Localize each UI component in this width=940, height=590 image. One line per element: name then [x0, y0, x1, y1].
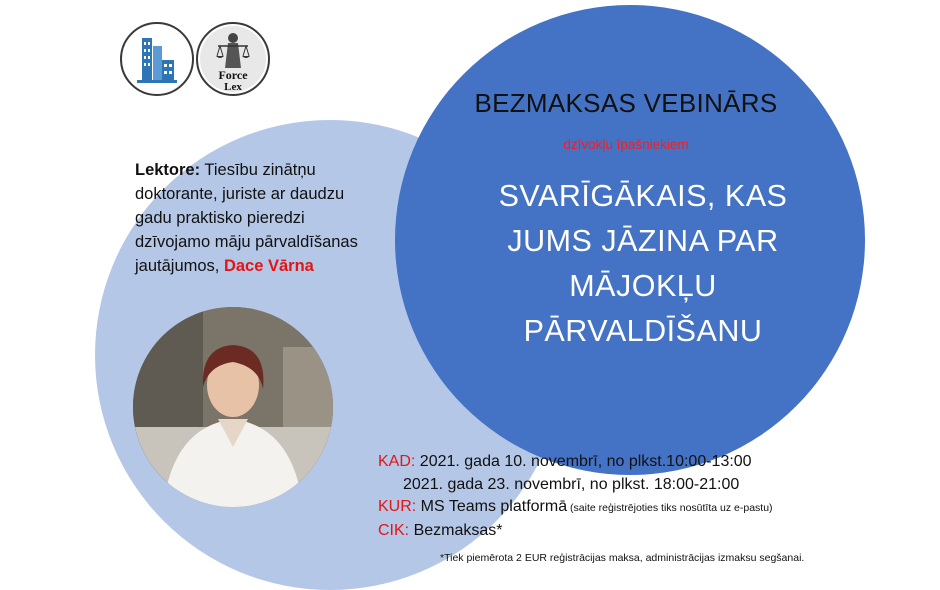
topic-line: SVARĪGĀKAIS, KAS: [498, 179, 788, 213]
where-note: (saite reģistrējoties tiks nosūtīta uz e-pastu): [567, 502, 773, 514]
webinar-topic: [448, 174, 838, 354]
where-label: KUR:: [378, 498, 417, 515]
lecturer-info: [135, 158, 375, 278]
logo-text-force: Force: [218, 68, 248, 82]
topic-line: JUMS JĀZINA PAR: [507, 224, 779, 258]
cost-value: Bezmaksas*: [409, 521, 503, 539]
building-logo: [120, 22, 194, 96]
cost-label: CIK:: [378, 521, 410, 539]
event-details: [378, 451, 838, 542]
when-date-1: 2021. gada 10. novembrī, no plkst.10:00-13:00: [415, 453, 752, 470]
logo-text-lex: Lex: [224, 81, 242, 93]
when-label: KAD:: [378, 453, 416, 470]
lecturer-name: Dace Vārna: [223, 257, 314, 275]
subheadline: dzīvokļu īpašniekiem: [563, 137, 689, 152]
headline: BEZMAKSAS VEBINĀRS: [474, 88, 778, 118]
force-lex-logo: [196, 22, 270, 96]
when-date-2: 2021. gada 23. novembrī, no plkst. 18:00-21:00: [403, 475, 740, 493]
lecturer-description: Tiesību zinātņu doktorante, juriste ar daudzu gadu praktisko pieredzi dzīvojamo māju pārvaldīšanas jautājumos,: [135, 161, 358, 275]
topic-line: MĀJOKĻU: [569, 269, 717, 303]
topic-line: PĀRVALDĪŠANU: [523, 314, 763, 348]
where-value: MS Teams platformā: [416, 498, 568, 515]
footnote: *Tiek piemērota 2 EUR reģistrācijas maksa, administrācijas izmaksu segšanai.: [440, 552, 805, 564]
lecturer-label: Lektore:: [135, 161, 201, 179]
lecturer-photo: [133, 307, 333, 507]
